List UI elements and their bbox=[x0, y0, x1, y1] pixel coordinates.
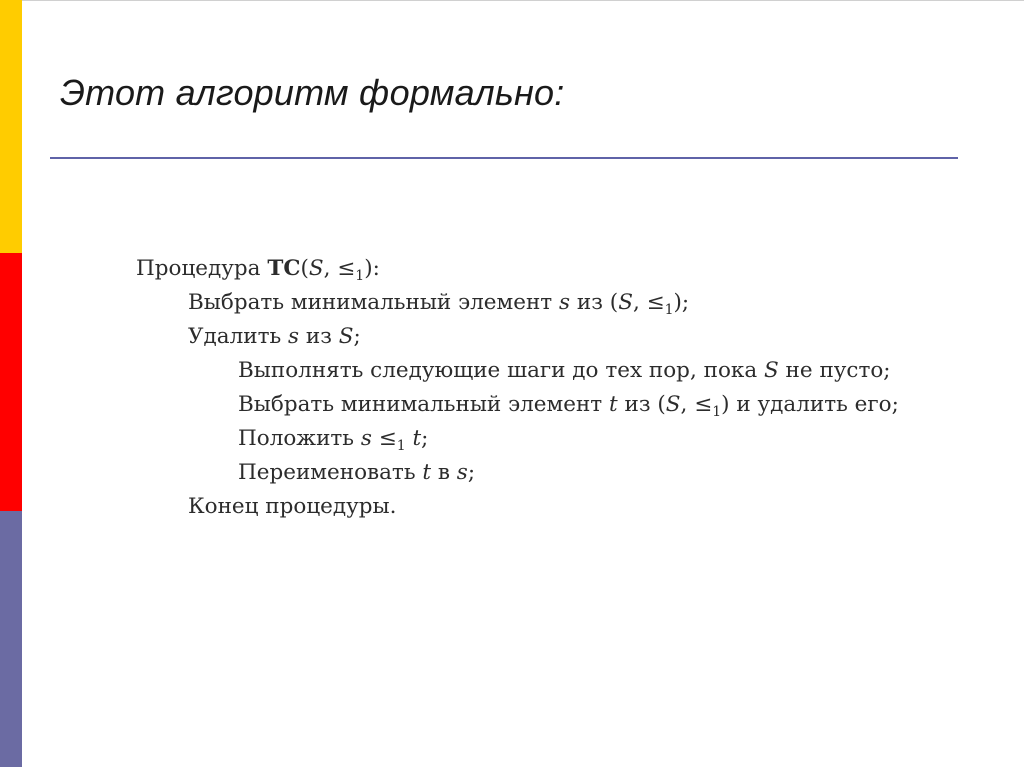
procedure-header: Процедура TC(S, $\le_1$): bbox=[136, 256, 380, 284]
title-divider bbox=[50, 157, 958, 159]
procedure-step-1: Выбрать минимальный элемент s из (S, $\le_1$); bbox=[188, 290, 690, 318]
procedure-block bbox=[136, 252, 899, 524]
slide-top-border bbox=[0, 0, 1024, 1]
procedure-step-2: Удалить s из S; bbox=[188, 324, 361, 349]
procedure-step-6: Переименовать t в s; bbox=[238, 460, 476, 485]
accent-bar-blue bbox=[0, 511, 22, 767]
procedure-step-5: Положить $s \le_1$ t; bbox=[238, 426, 429, 454]
procedure-step-3: Выполнять следующие шаги до тех пор, пока S не пусто; bbox=[238, 358, 891, 383]
procedure-end: Конец процедуры. bbox=[188, 494, 397, 519]
procedure-step-4: Выбрать минимальный элемент t из (S, $\le_1$) и удалить его; bbox=[238, 392, 899, 420]
procedure-name: TC bbox=[267, 256, 301, 281]
slide-title: Этот алгоритм формально: bbox=[60, 72, 565, 113]
accent-bar-red bbox=[0, 253, 22, 511]
accent-bar-yellow bbox=[0, 0, 22, 253]
